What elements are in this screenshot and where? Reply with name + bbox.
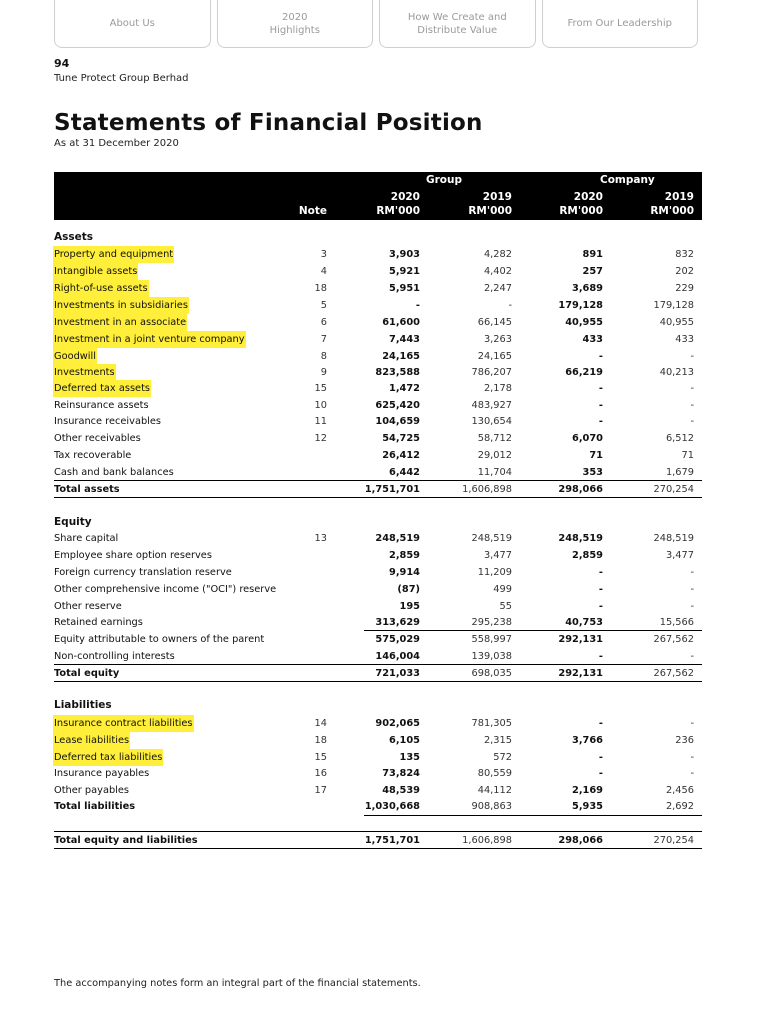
company-2019-value: 229 [675, 283, 694, 294]
table-row [54, 732, 702, 749]
row-label: Investment in a joint venture company [53, 331, 246, 348]
row-label: Intangible assets [53, 263, 138, 280]
year-header: 2019 [664, 191, 694, 203]
group-2019-value: 908,863 [471, 801, 512, 812]
table-row [54, 614, 702, 631]
group-2019-value: 3,263 [483, 334, 512, 345]
group-2019-value: 66,145 [477, 317, 512, 328]
group-2019-value: 499 [493, 584, 512, 595]
group-2020-value: 3,903 [389, 249, 420, 260]
company-2020-value: - [598, 416, 603, 427]
currency-header: RM'000 [376, 205, 420, 217]
row-label: Non-controlling interests [54, 651, 175, 662]
page-title: Statements of Financial Position [54, 110, 483, 136]
row-label: Share capital [54, 533, 119, 544]
row-note: 6 [320, 317, 327, 328]
table-row [54, 464, 702, 481]
section-title-liabilities: Liabilities [54, 699, 112, 711]
year-header: 2020 [390, 191, 420, 203]
group-2020-value: 26,412 [382, 450, 420, 461]
group-2019-value: 3,477 [483, 550, 512, 561]
row-label: Total equity and liabilities [54, 835, 198, 846]
table-row [54, 413, 702, 430]
group-2020-value: 146,004 [375, 651, 420, 662]
group-header: Group [426, 174, 463, 186]
company-2019-value: - [690, 383, 694, 394]
group-2019-value: 483,927 [471, 400, 512, 411]
page-number: 94 [54, 57, 70, 70]
group-2020-value: 313,629 [375, 617, 420, 628]
company-2020-value: - [598, 651, 603, 662]
row-label: Cash and bank balances [54, 467, 174, 478]
table-row [54, 581, 702, 598]
row-label: Foreign currency translation reserve [54, 567, 232, 578]
table-row [54, 263, 702, 280]
group-2020-value: 7,443 [389, 334, 420, 345]
row-label: Deferred tax assets [53, 380, 151, 397]
group-2019-value: 248,519 [471, 533, 512, 544]
group-2019-value: 44,112 [477, 785, 512, 796]
row-note: 18 [314, 283, 327, 294]
row-note: 7 [320, 334, 327, 345]
section-title-assets: Assets [54, 231, 94, 243]
row-label: Total equity [54, 668, 120, 679]
note-header: Note [298, 205, 327, 217]
table-row [54, 749, 702, 766]
company-2020-value: 6,070 [572, 433, 603, 444]
company-2020-value: - [598, 752, 603, 763]
group-2019-value: 781,305 [471, 718, 512, 729]
company-2019-value: - [690, 651, 694, 662]
table-row [54, 648, 702, 665]
group-2020-value: 2,859 [389, 550, 420, 561]
company-2020-value: 248,519 [558, 533, 603, 544]
row-note: 13 [314, 533, 327, 544]
company-2020-value: - [598, 383, 603, 394]
company-2019-value: 2,456 [665, 785, 694, 796]
company-2019-value: 832 [675, 249, 694, 260]
company-2019-value: - [690, 351, 694, 362]
row-note: 14 [314, 718, 327, 729]
group-2020-value: 1,751,701 [364, 835, 420, 846]
table-row [54, 430, 702, 447]
tab-about-us[interactable]: About Us [54, 0, 211, 48]
group-2019-value: 58,712 [477, 433, 512, 444]
company-2020-value: 353 [582, 467, 603, 478]
group-2020-value: 48,539 [382, 785, 420, 796]
company-2019-value: 248,519 [653, 533, 694, 544]
company-2019-value: 3,477 [665, 550, 694, 561]
row-label: Employee share option reserves [54, 550, 212, 561]
company-2020-value: - [598, 718, 603, 729]
group-2020-value: 248,519 [375, 533, 420, 544]
total-row [54, 798, 702, 815]
company-2020-value: 257 [582, 266, 603, 277]
row-label: Reinsurance assets [54, 400, 149, 411]
tab-2020-highlights[interactable]: 2020 Highlights [217, 0, 374, 48]
company-2019-value: - [690, 400, 694, 411]
company-2019-value: 6,512 [665, 433, 694, 444]
company-2019-value: 236 [675, 735, 694, 746]
row-label: Insurance contract liabilities [53, 715, 194, 732]
table-row [54, 297, 702, 314]
group-2020-value: 721,033 [375, 668, 420, 679]
section-tabs [54, 0, 698, 48]
company-2020-value: - [598, 768, 603, 779]
company-2020-value: 891 [582, 249, 603, 260]
row-note: 15 [314, 752, 327, 763]
table-header [54, 172, 702, 220]
table-row [54, 364, 702, 381]
group-2019-value: 2,178 [483, 383, 512, 394]
company-2019-value: 267,562 [653, 634, 694, 645]
row-note: 8 [320, 351, 327, 362]
company-2020-value: 3,766 [572, 735, 603, 746]
group-2019-value: - [508, 300, 512, 311]
company-2020-value: 2,169 [572, 785, 603, 796]
row-label: Total assets [54, 484, 120, 495]
group-2020-value: 1,751,701 [364, 484, 420, 495]
divider [364, 815, 702, 816]
row-label: Deferred tax liabilities [53, 749, 163, 766]
group-2019-value: 11,209 [477, 567, 512, 578]
company-2019-value: 270,254 [653, 484, 694, 495]
table-row [54, 530, 702, 547]
group-2020-value: 1,472 [389, 383, 420, 394]
group-2020-value: 104,659 [375, 416, 420, 427]
row-label: Equity attributable to owners of the parent [54, 634, 265, 645]
group-2020-value: 5,921 [389, 266, 420, 277]
group-2020-value: 135 [399, 752, 420, 763]
group-2020-value: 9,914 [389, 567, 420, 578]
company-2020-value: 71 [589, 450, 603, 461]
row-note: 11 [314, 416, 327, 427]
total-row [54, 481, 702, 498]
table-row [54, 447, 702, 464]
group-2020-value: 902,065 [375, 718, 420, 729]
table-row [54, 314, 702, 331]
company-2019-value: - [690, 416, 694, 427]
divider [54, 497, 702, 498]
row-label: Investments in subsidiaries [53, 297, 189, 314]
company-2019-value: - [690, 768, 694, 779]
company-header: Company [600, 174, 655, 186]
row-label: Lease liabilities [53, 732, 130, 749]
company-2020-value: 298,066 [558, 835, 603, 846]
company-2020-value: 40,955 [565, 317, 603, 328]
group-2019-value: 698,035 [471, 668, 512, 679]
row-note: 12 [314, 433, 327, 444]
row-label: Other receivables [54, 433, 141, 444]
group-2020-value: 575,029 [375, 634, 420, 645]
group-2019-value: 786,207 [471, 367, 512, 378]
table-row [54, 564, 702, 581]
company-2020-value: 2,859 [572, 550, 603, 561]
row-note: 4 [320, 266, 327, 277]
group-2020-value: 73,824 [382, 768, 420, 779]
company-2019-value: 267,562 [653, 668, 694, 679]
group-2019-value: 572 [493, 752, 512, 763]
group-2019-value: 2,315 [483, 735, 512, 746]
company-2019-value: - [690, 601, 694, 612]
company-2020-value: 298,066 [558, 484, 603, 495]
company-2020-value: 5,935 [572, 801, 603, 812]
company-2019-value: 15,566 [659, 617, 694, 628]
company-2019-value: 40,213 [659, 367, 694, 378]
table-row [54, 280, 702, 297]
group-2019-value: 1,606,898 [462, 484, 512, 495]
company-2019-value: - [690, 718, 694, 729]
currency-header: RM'000 [650, 205, 694, 217]
company-2019-value: 433 [675, 334, 694, 345]
currency-header: RM'000 [468, 205, 512, 217]
row-note: 17 [314, 785, 327, 796]
group-2019-value: 139,038 [471, 651, 512, 662]
row-label: Insurance receivables [54, 416, 162, 427]
company-2019-value: 270,254 [653, 835, 694, 846]
table-row [54, 348, 702, 365]
group-2019-value: 558,997 [471, 634, 512, 645]
company-2020-value: 179,128 [558, 300, 603, 311]
tab-from-our-leadership[interactable]: From Our Leadership [542, 0, 699, 48]
row-label: Retained earnings [54, 617, 143, 628]
table-row [54, 331, 702, 348]
company-name: Tune Protect Group Berhad [54, 73, 189, 84]
row-note: 9 [320, 367, 327, 378]
company-2020-value: - [598, 567, 603, 578]
company-2020-value: 40,753 [565, 617, 603, 628]
group-2020-value: 6,442 [389, 467, 420, 478]
company-2020-value: 433 [582, 334, 603, 345]
year-header: 2019 [482, 191, 512, 203]
divider [54, 681, 702, 682]
company-2019-value: 1,679 [665, 467, 694, 478]
group-2019-value: 4,282 [483, 249, 512, 260]
group-2020-value: 625,420 [375, 400, 420, 411]
table-row [54, 598, 702, 615]
grand-total-row [54, 832, 702, 849]
currency-header: RM'000 [559, 205, 603, 217]
company-2019-value: 40,955 [659, 317, 694, 328]
table-row [54, 380, 702, 397]
group-2020-value: 61,600 [382, 317, 420, 328]
company-2019-value: 71 [681, 450, 694, 461]
group-2019-value: 4,402 [483, 266, 512, 277]
company-2019-value: 202 [675, 266, 694, 277]
group-2019-value: 29,012 [477, 450, 512, 461]
company-2019-value: - [690, 584, 694, 595]
group-2020-value: 195 [399, 601, 420, 612]
row-label: Total liabilities [54, 801, 136, 812]
table-row [54, 782, 702, 799]
row-note: 5 [320, 300, 327, 311]
row-label: Right-of-use assets [53, 280, 149, 297]
row-label: Insurance payables [54, 768, 150, 779]
row-label: Property and equipment [53, 246, 174, 263]
company-2020-value: 3,689 [572, 283, 603, 294]
group-2019-value: 11,704 [477, 467, 512, 478]
row-label: Goodwill [53, 348, 97, 365]
group-2020-value: (87) [397, 584, 420, 595]
table-row [54, 631, 702, 648]
row-label: Other payables [54, 785, 130, 796]
group-2019-value: 24,165 [477, 351, 512, 362]
company-2020-value: - [598, 601, 603, 612]
company-2019-value: 2,692 [665, 801, 694, 812]
group-2019-value: 1,606,898 [462, 835, 512, 846]
company-2019-value: - [690, 567, 694, 578]
page-subtitle: As at 31 December 2020 [54, 138, 179, 149]
group-2020-value: 5,951 [389, 283, 420, 294]
group-2020-value: 24,165 [382, 351, 420, 362]
group-2020-value: 54,725 [382, 433, 420, 444]
row-note: 18 [314, 735, 327, 746]
company-2020-value: 292,131 [558, 668, 603, 679]
company-2020-value: - [598, 351, 603, 362]
row-note: 16 [314, 768, 327, 779]
row-note: 10 [314, 400, 327, 411]
company-2019-value: 179,128 [653, 300, 694, 311]
tab-how-we-create-value[interactable]: How We Create and Distribute Value [379, 0, 536, 48]
group-2019-value: 2,247 [483, 283, 512, 294]
row-label: Investment in an associate [53, 314, 187, 331]
company-2020-value: 292,131 [558, 634, 603, 645]
row-label: Other reserve [54, 601, 122, 612]
company-2020-value: - [598, 400, 603, 411]
group-2020-value: 6,105 [389, 735, 420, 746]
table-row [54, 547, 702, 564]
row-label: Other comprehensive income ("OCI") reserve [54, 584, 277, 595]
table-row [54, 246, 702, 263]
company-2020-value: 66,219 [565, 367, 603, 378]
group-2019-value: 295,238 [471, 617, 512, 628]
row-label: Investments [53, 364, 116, 381]
group-2019-value: 80,559 [477, 768, 512, 779]
group-2019-value: 55 [499, 601, 512, 612]
total-row [54, 665, 702, 682]
company-2019-value: - [690, 752, 694, 763]
group-2019-value: 130,654 [471, 416, 512, 427]
group-2020-value: 1,030,668 [364, 801, 420, 812]
table-row [54, 397, 702, 414]
table-row [54, 765, 702, 782]
group-2020-value: 823,588 [375, 367, 420, 378]
group-2020-value: - [415, 300, 420, 311]
row-label: Tax recoverable [54, 450, 132, 461]
row-note: 3 [320, 249, 327, 260]
footer-note: The accompanying notes form an integral part of the financial statements. [54, 978, 421, 989]
divider [54, 848, 702, 849]
year-header: 2020 [573, 191, 603, 203]
section-title-equity: Equity [54, 516, 92, 528]
table-row [54, 715, 702, 732]
company-2020-value: - [598, 584, 603, 595]
row-note: 15 [314, 383, 327, 394]
